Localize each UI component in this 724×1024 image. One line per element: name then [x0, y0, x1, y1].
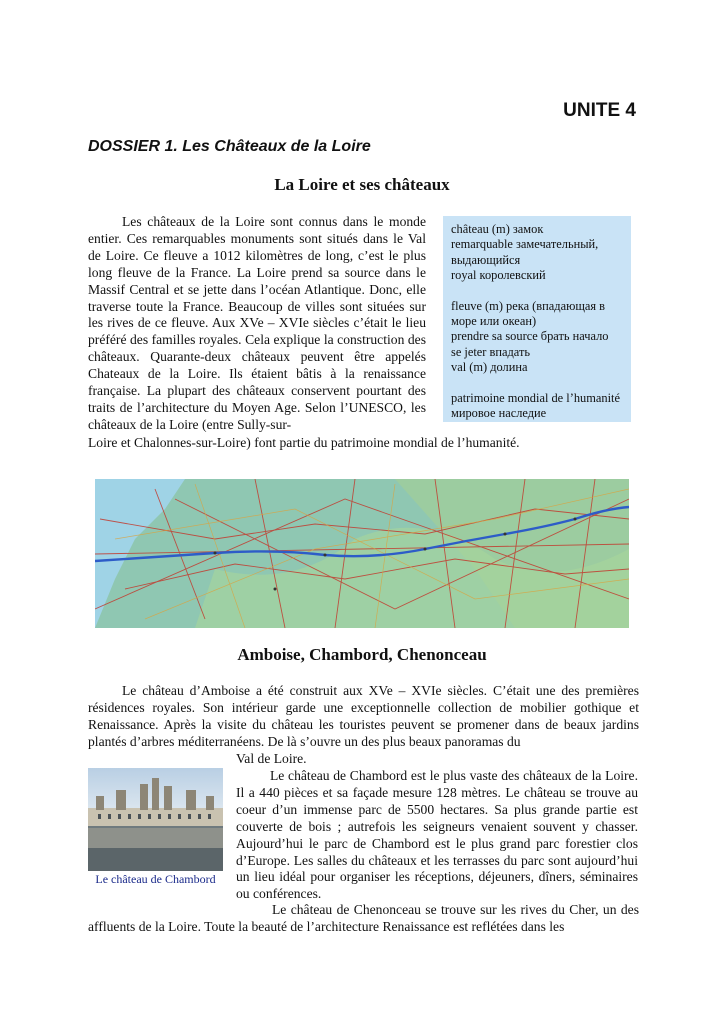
section-title-amboise: Amboise, Chambord, Chenonceau [237, 645, 487, 664]
vocab-item: prendre sa source брать начало [451, 329, 609, 344]
intro-paragraph-tail: Loire et Chalonnes-sur-Loire) font partie du patrimoine mondial de l’humanité. [88, 435, 520, 450]
vocab-item: val (m) долина [451, 360, 528, 375]
vocab-item: se jeter впадать [451, 344, 531, 359]
chenonceau-paragraph [88, 902, 639, 936]
vocab-item: château (m) замок [451, 222, 544, 236]
amboise-paragraph: Le château d’Amboise a été construit aux XVe – XVIe siècles. C’était une des premières résidences royales. Son intérieur garde une exceptionnelle collection de mobilier gothique et Renaissance. Après la visite du château les touristes peuvent se promener dans de beaux jardins plantés d’arbres méditerranéens. De là s’ouvre un des plus beaux panoramas du [88, 683, 639, 749]
vocab-item: patrimoine mondial de l’humanité мировое наследие [451, 390, 620, 421]
chambord-paragraph: Le château de Chambord est le plus vaste des châteaux de la Loire. Il a 440 pièces et sa façade mesure 128 mètres. Le château se trouve au coeur d’un immense parc de 5500 hectares. Sa plus grande partie est couverte de bois ; autrefois les seigneurs venaient souvent y chasser. Aujourd’hui le parc de Chambord est le plus grand parc forestier clos d’Europe. Les salles du châteaux et les terrasses du parc sont aujourd’hui un lieu idéal pour organiser les réceptions, déjeuners, dîners, séminaires ou conférences. [236, 768, 638, 902]
chenonceau-paragraph-text: Le château de Chenonceau se trouve sur les rives du Cher, un des affluents de la Loire. Toute la beauté de l’architecture Renaissance est reflétées dans les [88, 902, 639, 934]
vocab-item: remarquable замечательный, выдающийся [451, 237, 599, 267]
unit-heading: UNITE 4 [563, 100, 636, 121]
section-title-loire: La Loire et ses châteaux [274, 175, 450, 194]
chambord-photo [88, 768, 223, 871]
amboise-paragraph-tail: Val de Loire. [236, 751, 307, 766]
dossier-heading: DOSSIER 1. Les Châteaux de la Loire [88, 138, 371, 155]
vocab-item: royal королевский [451, 268, 546, 283]
vocab-item: fleuve (m) река (впадающая в море или океан) [451, 298, 606, 329]
vocabulary-box [443, 216, 631, 422]
loire-map-image [95, 479, 629, 628]
photo-caption: Le château de Chambord [95, 872, 216, 886]
intro-paragraph: Les châteaux de la Loire sont connus dans le monde entier. Ces remarquables monuments sont situés dans le Val de Loire. Ce fleuve a 1012 kilomètres de long, c’est le plus long fleuve de la France. La Loire prend sa source dans le Massif Central et se jette dans l’océan Atlantique. Donc, elle traverse toute la France. Beaucoup de villes sont situées sur les rives de ce fleuve. Aux XVe – XVIe siècles c’était le lieu préféré des familles royales. Cela explique la construction des châteaux. Quarante-deux châteaux peuvent être appelés Chateaux de la Loire. Ils étaient bâtis à la renaissance française. La plupart des châteaux conservent pourtant des traits de l’architecture du Moyen Age. Selon l’UNESCO, les châteaux de la Loire (entre Sully-sur- [88, 214, 426, 432]
